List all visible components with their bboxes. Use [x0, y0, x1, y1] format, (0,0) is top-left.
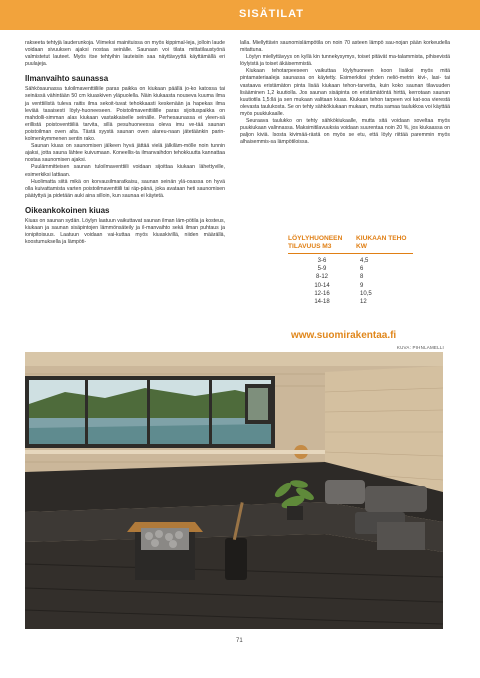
kiuas-power-table	[288, 235, 413, 306]
header-volume	[288, 235, 356, 251]
paragraph: Puulämmitteisen saunan tuloilmaventtiili voidaan sijoittaa kiukaan lähettyville, esimerkiksi lattiaan.	[25, 164, 225, 178]
header-volume-line2: TILAVUUS M3	[288, 243, 332, 250]
cell-volume: 5-9	[317, 266, 327, 273]
paragraph: Löylyn miellyttävyys on kyllä kin tunnekysymys, toiset pitävät ma-talammista, pihisevistä löylyistä ja toiset äkäisemmistä.	[240, 54, 450, 68]
table-row	[288, 257, 413, 265]
paragraph: Kiukaan tehotarpeeseen vaikuttaa löylyhuoneen koon lisäksi myös mitä pintamateriaaleja saunassa on käytetty. Esimerkiksi yhden neliö-metrin kivi-, lasi- tai vastaava eristämäton pinta lisää kiukaan tehon-tarvetta, kuin koko saunan tilavuuden lisääminen 1,2 kuutiolla. Jos saunan sisäpinta on eristämätöntä hirttä, kerrotaan saunan kuutiotila 1,5:llä ja sen mukaan valitaan kiuas. Kiukaan tehon tarpeen voi kat-soa vierestä olevasta taulukosta. Se on tehty sähkökiukaan mukaan, mutta samaa taulukkoa voi käyttää myös puukiukaalle.	[240, 68, 450, 117]
table-row	[288, 282, 413, 290]
header-power-line2: KW	[356, 243, 367, 250]
header-power-line1: KIUKAAN TEHO	[356, 235, 407, 242]
section-title: SISÄTILAT	[238, 8, 304, 20]
paragraph: Seuraava taulukko on tehty sähkökiukaalle, mutta sitä voidaan soveltaa myös puukiukaan valinnassa. Maksimitilavuuksia voidaan suurentaa noin 20 %, jos kiukaassa on paljon kiviä. Isosta kivimää-rästä on myös se etu, että löyly riittää paremmin myös alhaisemmis-sa lämpötiloissa.	[240, 118, 450, 146]
page-number: 71	[236, 638, 243, 644]
sauna-photo	[25, 352, 443, 629]
left-column	[25, 40, 225, 246]
heading-kiuas: Oikeankokoinen kiuas	[25, 205, 110, 215]
cell-volume: 12-16	[314, 290, 330, 297]
cell-volume: 3-6	[317, 258, 327, 264]
header-power	[356, 235, 413, 251]
cell-power: 8	[360, 274, 364, 281]
right-column	[240, 40, 450, 146]
heading-ilmanvaihto: Ilmanvaihto saunassa	[25, 74, 109, 84]
table-row	[288, 265, 413, 273]
header-band	[0, 0, 480, 30]
cell-volume: 10-14	[314, 282, 330, 289]
paragraph: lalla. Miellyttävin saunomislämpötila on noin 70 asteen lämpö sau-nojan pään korkeudella mitattuna.	[240, 40, 450, 54]
cell-power: 9	[360, 282, 364, 289]
table-header	[288, 235, 413, 254]
cell-power: 4,5	[360, 258, 369, 264]
table-row	[288, 298, 413, 306]
website-link[interactable]: www.suomirakentaa.fi	[291, 330, 397, 341]
cell-volume: 14-18	[314, 299, 330, 306]
cell-power: 10,5	[360, 290, 372, 297]
paragraph: Huolimatta siitä mikä on korvausilmaratkaisu, saunan seinän ylä-osassa on hyvä olla kuivattamista varten poistoilmaventtiili tai räp-pänä, joka avataan heti saunomisen päätyttyä ja pidetään auki aina silloin, kun saunaa ei käytetä.	[25, 178, 225, 199]
intro-paragraph: rakseeta tehtyjä lauderunkoja. Viimeksi mainituissa on myös kippimal-leja, jolloin laude voidaan sivuuksen ajaksi nostaa seinälle. Saunaan voi tilata mittatilaustyönä valmistetut lauteet. Myös itse tehtyihin lauteisiin saa näyttävyyttä käyttämällä eri puulajeja.	[25, 40, 225, 68]
paragraph: Sähkösaunassa tuloilmaventtiiliile paras paikka on kiukaan päällä jo-ko katossa tai seinässä vähintään 50 cm kiuaskiven yläpuolella. Näin kiukaasta nouseva kuuma ilma ja venttiilistä tuleva raitis ilma sekoit-tuvat tehokkaasti keskenään ja hapekas ilma leviää tasaisesti löyly-huoneeseen. Poistoilmaventtiilille paras sijoituspaikka on mahdolli-simman alas kiukaan vastakkaiselle seinälle. Perhesaunassa ei yleen-sä erillistä poistoventtiiliä tarvita, sillä pesuhuoneessa oleva imu ve-tää saunan poistoilman oven alta. Tästä syystä saunan oven alareu-naan jätetäänkin parin-kolmenkymmenen sentin rako.	[25, 86, 225, 143]
cell-volume: 8-12	[315, 274, 328, 281]
table-row	[288, 273, 413, 281]
header-volume-line1: LÖYLYHUONEEN	[288, 235, 343, 242]
paragraph: Kiuas on saunan sydän. Löylyn laatuun vaikuttavat saunan ilman läm-pötila ja kosteus, kiukaan ja saunan sisäpintojen lämmönsäteily ja il-manvaihto sekä ilman puhtaus ja ionipitoisuus. Laatuun voidaan vai-kuttaa myös kiuaskivillä, niiden määrällä, koostumuksella ja lämpöti-	[25, 217, 225, 246]
cell-power: 12	[360, 299, 367, 306]
table-row	[288, 290, 413, 298]
cell-power: 6	[360, 266, 364, 273]
paragraph: Saunan kiuas on saunomisen jälkeen hyvä jättää vielä jälkiläm-mölle noin tunnin ajaksi, jotta sauna lähtee kuivumaan. Koneellis-ta ilmanvaihdon tehokkuutta kannattaa nostaa saunomisen ajaksi.	[25, 143, 225, 164]
sauna-illustration	[25, 352, 443, 629]
photo-credit: KUVA: PIHNLAMELLI	[396, 345, 444, 350]
